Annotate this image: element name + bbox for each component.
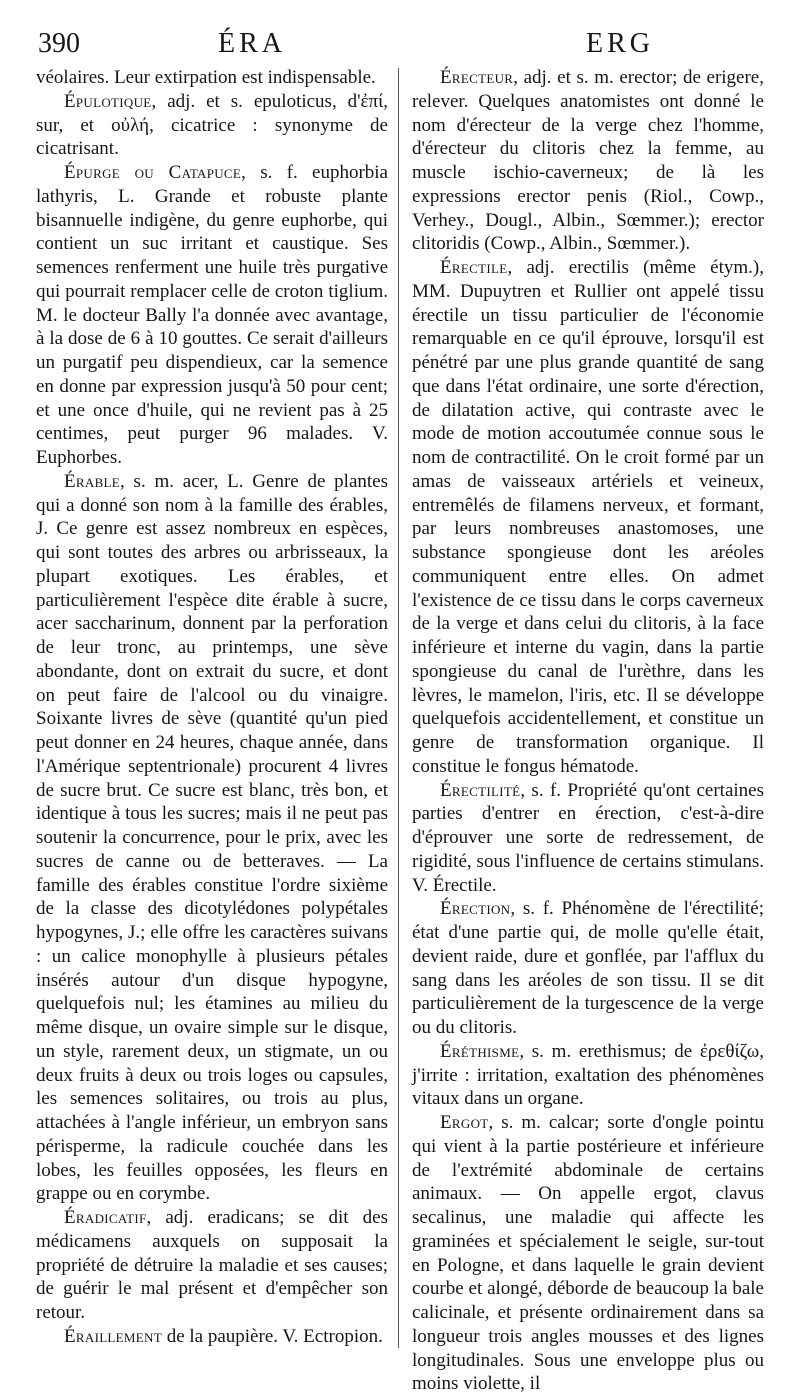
entry-erectilite: [412, 779, 764, 898]
entry-erable: [36, 470, 388, 1206]
headword: Épulotique: [64, 90, 152, 112]
entry-veolaires: véolaires. Leur extirpation est indispensable.: [36, 67, 376, 88]
column-divider: [398, 68, 399, 1348]
headword: Éréthisme: [440, 1040, 520, 1062]
entry-erectile: [412, 256, 764, 779]
definition: de la paupière. V. Ectropion.: [161, 1325, 383, 1347]
definition: , adj. et s. epuloticus, d'ἐπί, sur, et οὐλή, cicatrice : synonyme de cicatrisant.: [36, 90, 388, 160]
definition: , s. m. calcar; sorte d'ongle pointu qui vient à la partie postérieure et inférieure de l'extrémité abdominale de certains animaux. — On appelle ergot, clavus secalinus, une maladie qui affecte les graminées et spécialement le seigle, sur-tout en Pologne, et dans laquelle le grain devient courbe et alongé, déborde de beaucoup la bale calicinale, et présente ordinairement dans sa longueur trois angles mousses et des lignes longitudinales. Sous une enveloppe plus ou moins violette, il: [412, 1112, 764, 1395]
running-header: [38, 28, 768, 68]
entry-erecteur: [412, 66, 764, 256]
headword: Ergot: [440, 1112, 489, 1133]
headword: Érection: [440, 898, 511, 920]
entry-eradicatif: [36, 1206, 388, 1325]
headword: Érectile: [440, 257, 508, 278]
headword: Érectilité: [440, 779, 521, 801]
entry-erethisme: [412, 1040, 764, 1111]
headword: Éraillement: [64, 1325, 162, 1347]
entry-ergot: [412, 1111, 764, 1396]
definition: , s. f. Phénomène de l'érectilité; état d'une partie qui, de molle qu'elle était, devient raide, dure et gonflée, par l'afflux du sang dans les aréoles de son tissu. Il se dit particulièrement de la turgescence de la verge ou du clitoris.: [412, 898, 764, 1038]
definition: , adj. et s. m. erector; de erigere, relever. Quelques anatomistes ont donné le nom d'érecteur de la verge chez l'homme, d'érecteur du clitoris chez la femme, au muscle ischio-caverneux; de là les expressions erector penis (Riol., Cowp., Verhey., Dougl., Albin., Sœmmer.); erector clitoridis (Cowp., Albin., Sœmmer.).: [412, 67, 764, 255]
definition: , adj. erectilis (même étym.), MM. Dupuytren et Rullier ont appelé tissu érectile un tissu particulier de l'économie remarquable en ce qu'il éprouve, lorsqu'il est pénétré par une plus grande quantité de sang que dans l'état ordinaire, une sorte d'érection, de dilatation active, qui contraste avec le mode de motion accoutumée connue sous le nom de contractilité. On le croit formé par un amas de vaisseaux artériels et veineux, entremêlés de filamens nerveux, et formant, par leurs nombreuses anastomoses, une substance spongieuse dont les aréoles communiquent entre elles. On admet l'existence de ce tissu dans le corps caverneux de la verge et dans celui du clitoris, à la face inférieure et interne du vagin, dans la partie spongieuse du canal de l'urèthre, dans les lèvres, le mamelon, l'iris, etc. Il se développe quelquefois accidentellement, et constitue un genre de transformation organique. Il constitue le fongus hématode.: [412, 257, 764, 777]
headword: Érable: [64, 470, 121, 492]
page-number: 390: [38, 28, 80, 59]
right-running-head: ERG: [586, 28, 654, 59]
left-column: [36, 66, 388, 1349]
entry-epurge: [36, 161, 388, 470]
definition: , adj. eradicans; se dit des médicamens auxquels on supposait la propriété de détruire la maladie et ses causes; de guérir le mal présent et d'empêcher son retour.: [36, 1207, 388, 1323]
headword: Érecteur: [440, 67, 514, 88]
right-column: [412, 66, 764, 1396]
definition: , s. m. acer, L. Genre de plantes qui a donné son nom à la famille des érables, J. Ce genre est assez nombreux en espèces, qui sont toutes des arbres ou arbrisseaux, la plupart exotiques. Les érables, et particulièrement l'espèce dite érable à sucre, acer saccharinum, donnent par la perforation de leur tronc, au printemps, une sève abondante, dont on extrait du sucre, et dont on peut faire de l'alcool ou du vinaigre. Soixante livres de sève (quantité qu'un pied peut donner en 24 heures, chaque année, dans l'Amérique septentrionale) procurent 4 livres de sucre brut. Ce sucre est blanc, très bon, et identique à tous les sucres; mais il ne peut pas soutenir la concurrence, pour le prix, avec les sucres de canne ou de betteraves. — La famille des érables constitue l'ordre sixième de la classe des dicotylédones polypétales hypogynes, J.; elle offre les caractères suivans : un calice monophylle à plusieurs pétales insérés autour d'un disque hypogyne, quelquefois nul; les étamines au milieu du même disque, un ovaire simple sur le disque, un style, rarement deux, un stigmate, un ou deux fruits à deux ou trois loges ou capsules, les semences solitaires, ou trois au plus, attachées à l'angle inférieur, un embryon sans périsperme, la radicule couchée dans les lobes, les feuilles opposées, les fleurs en grappe ou en corymbe.: [36, 470, 388, 1205]
headword: Épurge ou Catapuce: [64, 162, 242, 183]
entry-epulotique: [36, 90, 388, 161]
entry-eraillement: [36, 1325, 388, 1349]
entry-erection: [412, 897, 764, 1040]
definition: , s. f. Propriété qu'ont certaines parties d'entrer en érection, c'est-à-dire d'éprouver une sorte de redressement, de rigidité, sous l'influence de certains stimulans. V. Érectile.: [412, 779, 764, 896]
definition: , s. m. erethismus; de ἐρεθίζω, j'irrite : irritation, exaltation des phénomènes vitaux dans un organe.: [412, 1040, 764, 1110]
left-running-head: ÉRA: [218, 28, 286, 59]
headword: Éradicatif: [64, 1207, 147, 1228]
definition: , s. f. euphorbia lathyris, L. Grande et robuste plante bisannuelle indigène, du genre euphorbe, qui contient un suc irritant et caustique. Ses semences renferment une huile très purgative qui pourrait remplacer celle de croton tiglium. M. le docteur Bally l'a donnée avec avantage, à la dose de 6 à 10 gouttes. Ce serait d'ailleurs un purgatif peu dispendieux, car la semence en donne par expression jusqu'à 50 pour cent; et une once d'huile, qui ne revient pas à 25 centimes, peut purger 96 malades. V. Euphorbes.: [36, 162, 388, 468]
